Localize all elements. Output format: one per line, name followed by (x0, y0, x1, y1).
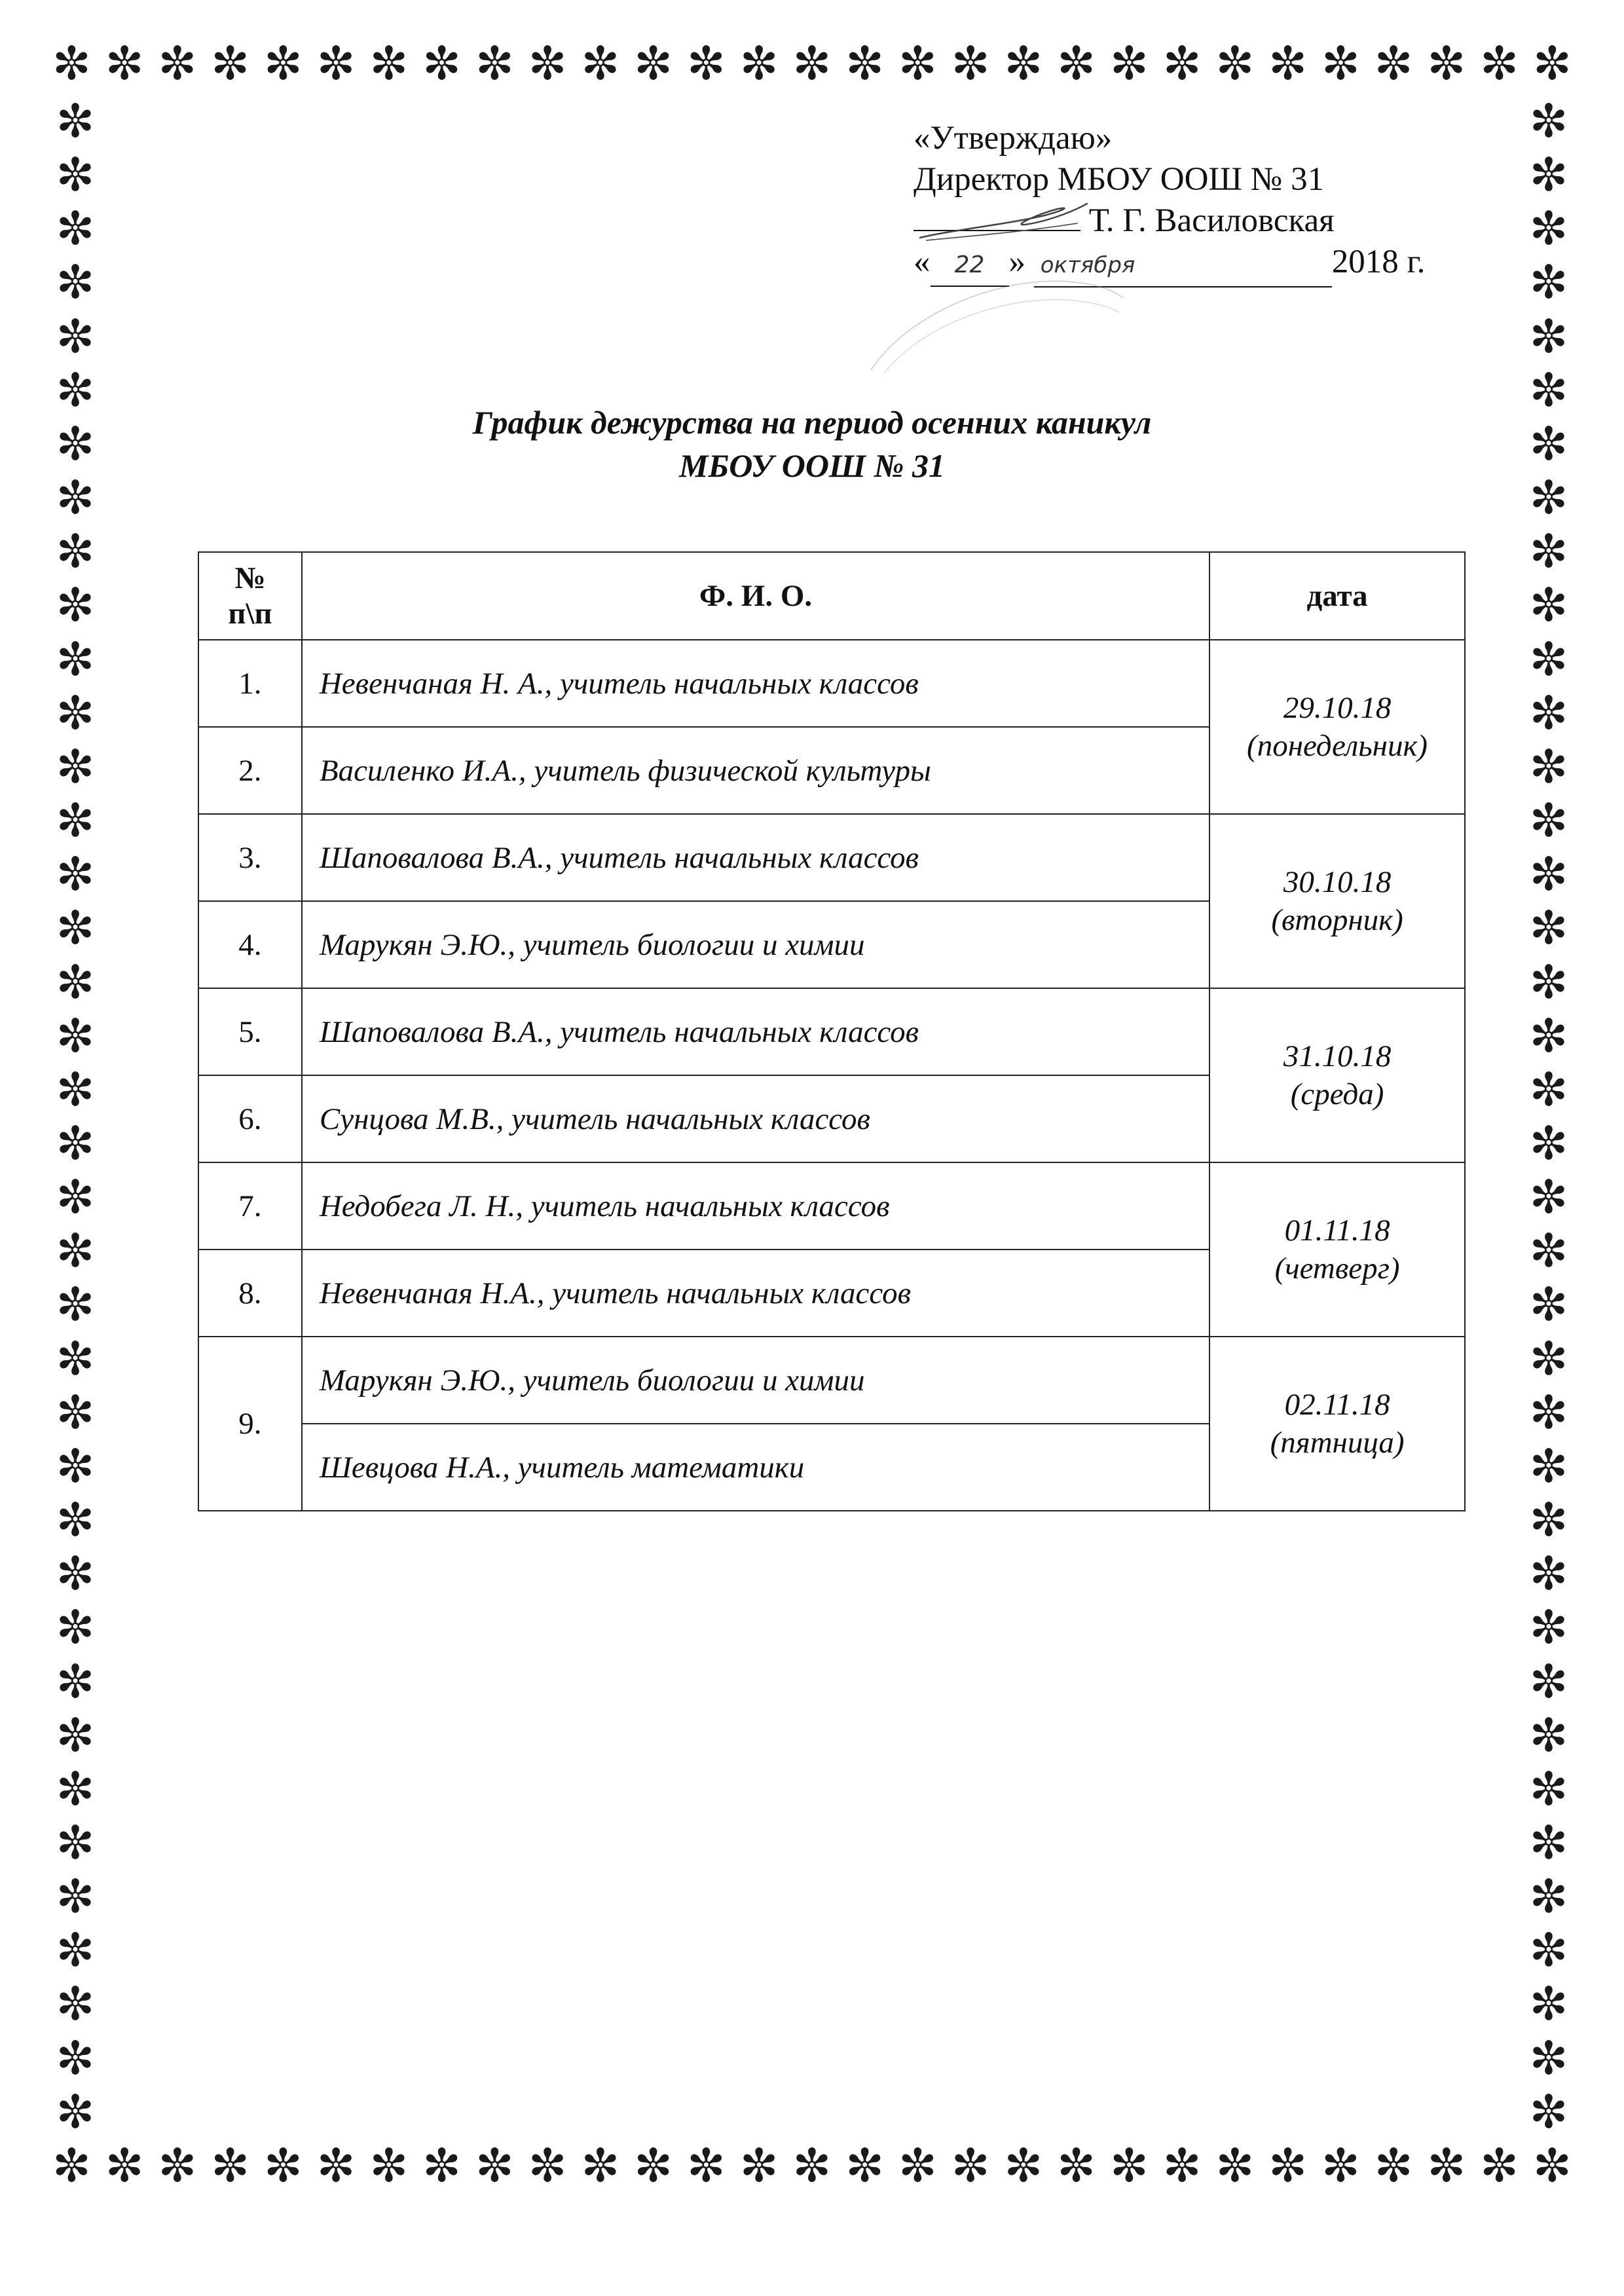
row-name: Невенчаная Н. А., учитель начальных классов (302, 640, 1209, 727)
border-star-icon: ✼ (528, 37, 567, 90)
border-star-icon: ✼ (1321, 2139, 1360, 2193)
border-star-icon: ✼ (211, 2139, 249, 2193)
border-star-icon: ✼ (1529, 1654, 1568, 1709)
border-star-icon: ✼ (1529, 1762, 1568, 1816)
border-star-icon: ✼ (56, 1278, 95, 1332)
border-star-icon: ✼ (1215, 37, 1255, 90)
border-star-icon: ✼ (951, 2139, 990, 2193)
date-open-quote: « (913, 244, 931, 280)
director-position: Директор МБОУ ООШ № 31 (913, 161, 1325, 198)
border-star-icon: ✼ (898, 37, 937, 90)
border-star-icon: ✼ (792, 37, 832, 90)
border-star-icon: ✼ (1480, 2139, 1519, 2193)
border-star-icon: ✼ (1374, 37, 1413, 90)
border-star-icon: ✼ (369, 37, 409, 90)
border-star-icon: ✼ (1529, 255, 1568, 310)
border-star-icon: ✼ (56, 1385, 95, 1439)
border-star-icon: ✼ (1529, 525, 1568, 579)
border-star-icon: ✼ (56, 1547, 95, 1601)
signature-blank (913, 204, 1080, 231)
border-star-icon: ✼ (1529, 1224, 1568, 1278)
border-star-icon: ✼ (56, 148, 95, 202)
border-star-icon: ✼ (1529, 2031, 1568, 2085)
border-star-icon: ✼ (56, 417, 95, 471)
row-number: 9. (198, 1337, 302, 1511)
border-star-icon: ✼ (1321, 37, 1360, 90)
border-star-icon: ✼ (56, 1170, 95, 1225)
border-star-icon: ✼ (422, 2139, 461, 2193)
border-star-icon: ✼ (56, 1762, 95, 1816)
border-star-icon: ✼ (56, 2084, 95, 2139)
table-row (198, 1337, 1465, 1424)
row-name: Марукян Э.Ю., учитель биологии и химии (302, 1337, 1209, 1424)
border-star-icon: ✼ (1480, 37, 1519, 90)
border-star-icon: ✼ (1529, 1385, 1568, 1439)
duty-date (1209, 640, 1465, 814)
row-name: Невенчаная Н.А., учитель начальных классов (302, 1250, 1209, 1337)
row-name: Сунцова М.В., учитель начальных классов (302, 1075, 1209, 1162)
table-row (198, 1162, 1465, 1250)
border-star-icon: ✼ (1529, 1009, 1568, 1063)
border-star-icon: ✼ (56, 1331, 95, 1386)
row-number: 8. (198, 1250, 302, 1337)
border-star-icon: ✼ (1374, 2139, 1413, 2193)
border-star-icon: ✼ (1529, 901, 1568, 955)
duty-date-value: 29.10.18 (1283, 691, 1392, 725)
border-star-icon: ✼ (56, 1493, 95, 1547)
border-star-icon: ✼ (56, 525, 95, 579)
border-star-icon: ✼ (792, 2139, 832, 2193)
border-star-icon: ✼ (1529, 1116, 1568, 1170)
border-star-icon: ✼ (56, 955, 95, 1009)
border-star-icon: ✼ (1533, 2139, 1572, 2193)
border-star-icon: ✼ (687, 2139, 726, 2193)
border-star-icon: ✼ (1529, 794, 1568, 848)
border-star-icon: ✼ (581, 37, 620, 90)
border-star-icon: ✼ (105, 2139, 144, 2193)
border-star-icon: ✼ (56, 1870, 95, 1924)
border-star-icon: ✼ (581, 2139, 620, 2193)
border-star-icon: ✼ (1529, 148, 1568, 202)
border-star-icon: ✼ (1529, 202, 1568, 256)
duty-date (1209, 988, 1465, 1162)
border-star-icon: ✼ (56, 578, 95, 633)
border-star-icon: ✼ (475, 2139, 514, 2193)
header-name: Ф. И. О. (302, 552, 1209, 640)
border-star-icon: ✼ (845, 2139, 884, 2193)
border-star-icon: ✼ (1529, 1547, 1568, 1601)
border-star-icon: ✼ (56, 847, 95, 902)
border-star-icon: ✼ (56, 471, 95, 525)
title-line-1: График дежурства на период осенних каникул (472, 404, 1152, 441)
title-line-2: МБОУ ООШ № 31 (679, 447, 945, 484)
border-star-icon: ✼ (56, 1439, 95, 1493)
duty-date (1209, 1337, 1465, 1511)
approve-label: «Утверждаю» (913, 120, 1113, 157)
header-date: дата (1209, 552, 1465, 640)
border-star-icon: ✼ (56, 363, 95, 417)
border-star-icon: ✼ (1057, 2139, 1096, 2193)
border-star-icon: ✼ (1529, 1816, 1568, 1870)
signatory-name: Т. Г. Василовская (1088, 202, 1335, 239)
border-star-icon: ✼ (1529, 1870, 1568, 1924)
border-star-icon: ✼ (56, 255, 95, 310)
duty-date-value: 01.11.18 (1284, 1213, 1390, 1248)
border-star-icon: ✼ (56, 1009, 95, 1063)
border-star-icon: ✼ (1162, 37, 1202, 90)
border-star-icon: ✼ (56, 2031, 95, 2085)
border-star-icon: ✼ (422, 37, 461, 90)
border-star-icon: ✼ (1529, 471, 1568, 525)
border-star-icon: ✼ (1529, 1493, 1568, 1547)
border-star-icon: ✼ (56, 202, 95, 256)
border-star-icon: ✼ (475, 37, 514, 90)
border-star-icon: ✼ (1529, 1977, 1568, 2031)
duty-date-weekday: (среда) (1290, 1077, 1384, 1111)
row-name: Недобега Л. Н., учитель начальных классов (302, 1162, 1209, 1250)
border-star-icon: ✼ (739, 37, 779, 90)
border-star-icon: ✼ (1529, 94, 1568, 148)
border-star-icon: ✼ (898, 2139, 937, 2193)
duty-date-value: 30.10.18 (1283, 865, 1392, 899)
border-star-icon: ✼ (1110, 2139, 1149, 2193)
border-star-icon: ✼ (1529, 739, 1568, 794)
row-name: Шевцова Н.А., учитель математики (302, 1424, 1209, 1511)
border-star-icon: ✼ (1529, 632, 1568, 686)
border-star-icon: ✼ (1529, 847, 1568, 902)
border-star-icon: ✼ (211, 37, 249, 90)
border-star-icon: ✼ (845, 37, 884, 90)
border-star-icon: ✼ (1529, 1278, 1568, 1332)
border-star-icon: ✼ (1162, 2139, 1202, 2193)
border-star-icon: ✼ (56, 94, 95, 148)
duty-date (1209, 1162, 1465, 1337)
border-star-icon: ✼ (56, 1977, 95, 2031)
border-star-icon: ✼ (1529, 1439, 1568, 1493)
border-top (52, 37, 1572, 90)
border-star-icon: ✼ (1268, 2139, 1307, 2193)
duty-date-value: 31.10.18 (1283, 1039, 1392, 1073)
duty-date (1209, 814, 1465, 988)
border-star-icon: ✼ (316, 2139, 356, 2193)
border-star-icon: ✼ (56, 686, 95, 740)
row-name: Василенко И.А., учитель физической культуры (302, 727, 1209, 814)
border-star-icon: ✼ (1268, 37, 1307, 90)
duty-date-weekday: (вторник) (1271, 903, 1403, 937)
border-star-icon: ✼ (1004, 37, 1043, 90)
border-star-icon: ✼ (56, 1601, 95, 1655)
table-row (198, 640, 1465, 727)
border-star-icon: ✼ (56, 1654, 95, 1709)
signature-line (913, 200, 1483, 242)
date-day: 22 (931, 244, 1009, 287)
duty-date-weekday: (пятница) (1270, 1426, 1405, 1460)
border-star-icon: ✼ (1529, 1062, 1568, 1117)
border-star-icon: ✼ (687, 37, 726, 90)
border-star-icon: ✼ (52, 2139, 91, 2193)
row-number: 1. (198, 640, 302, 727)
date-year: 2018 г. (1331, 244, 1426, 280)
border-star-icon: ✼ (56, 901, 95, 955)
header-number: № п\п (198, 552, 302, 640)
row-name: Марукян Э.Ю., учитель биологии и химии (302, 901, 1209, 988)
border-star-icon: ✼ (1529, 1923, 1568, 1978)
border-bottom (52, 2139, 1572, 2193)
border-star-icon: ✼ (56, 739, 95, 794)
border-star-icon: ✼ (56, 1816, 95, 1870)
border-star-icon: ✼ (1529, 578, 1568, 633)
border-star-icon: ✼ (1533, 37, 1572, 90)
border-star-icon: ✼ (951, 37, 990, 90)
border-star-icon: ✼ (634, 37, 673, 90)
border-star-icon: ✼ (1529, 955, 1568, 1009)
row-name: Шаповалова В.А., учитель начальных классов (302, 814, 1209, 901)
border-star-icon: ✼ (739, 2139, 779, 2193)
duty-date-weekday: (четверг) (1274, 1251, 1400, 1286)
border-star-icon: ✼ (634, 2139, 673, 2193)
border-star-icon: ✼ (1215, 2139, 1255, 2193)
border-star-icon: ✼ (56, 1224, 95, 1278)
table-row (198, 988, 1465, 1075)
border-star-icon: ✼ (56, 1923, 95, 1978)
row-number: 6. (198, 1075, 302, 1162)
date-close-quote: » (1008, 244, 1025, 280)
row-number: 5. (198, 988, 302, 1075)
row-number: 3. (198, 814, 302, 901)
duty-date-weekday: (понедельник) (1247, 729, 1428, 763)
border-star-icon: ✼ (56, 632, 95, 686)
border-star-icon: ✼ (369, 2139, 409, 2193)
border-star-icon: ✼ (1529, 363, 1568, 417)
table-header-row (198, 552, 1465, 640)
row-number: 2. (198, 727, 302, 814)
border-star-icon: ✼ (158, 2139, 197, 2193)
border-star-icon: ✼ (1057, 37, 1096, 90)
border-star-icon: ✼ (1529, 1331, 1568, 1386)
border-star-icon: ✼ (1529, 1601, 1568, 1655)
table-row (198, 814, 1465, 901)
border-star-icon: ✼ (1529, 1708, 1568, 1762)
border-star-icon: ✼ (56, 309, 95, 363)
date-month: октября (1034, 245, 1332, 287)
duty-schedule-table (198, 551, 1466, 1511)
stamp-impression-icon (858, 259, 1133, 377)
border-star-icon: ✼ (52, 37, 91, 90)
border-star-icon: ✼ (528, 2139, 567, 2193)
document-title (0, 401, 1624, 487)
border-star-icon: ✼ (1529, 686, 1568, 740)
border-star-icon: ✼ (1529, 2084, 1568, 2139)
border-star-icon: ✼ (1529, 309, 1568, 363)
border-star-icon: ✼ (264, 37, 303, 90)
border-star-icon: ✼ (1427, 2139, 1466, 2193)
border-star-icon: ✼ (56, 1062, 95, 1117)
border-star-icon: ✼ (264, 2139, 303, 2193)
border-star-icon: ✼ (56, 1708, 95, 1762)
border-star-icon: ✼ (1004, 2139, 1043, 2193)
border-star-icon: ✼ (56, 1116, 95, 1170)
border-star-icon: ✼ (105, 37, 144, 90)
border-star-icon: ✼ (1529, 1170, 1568, 1225)
row-name: Шаповалова В.А., учитель начальных классов (302, 988, 1209, 1075)
border-star-icon: ✼ (1529, 417, 1568, 471)
row-number: 4. (198, 901, 302, 988)
duty-date-value: 02.11.18 (1284, 1388, 1390, 1422)
border-star-icon: ✼ (1110, 37, 1149, 90)
border-star-icon: ✼ (56, 794, 95, 848)
border-star-icon: ✼ (158, 37, 197, 90)
row-number: 7. (198, 1162, 302, 1250)
border-star-icon: ✼ (1427, 37, 1466, 90)
border-star-icon: ✼ (316, 37, 356, 90)
